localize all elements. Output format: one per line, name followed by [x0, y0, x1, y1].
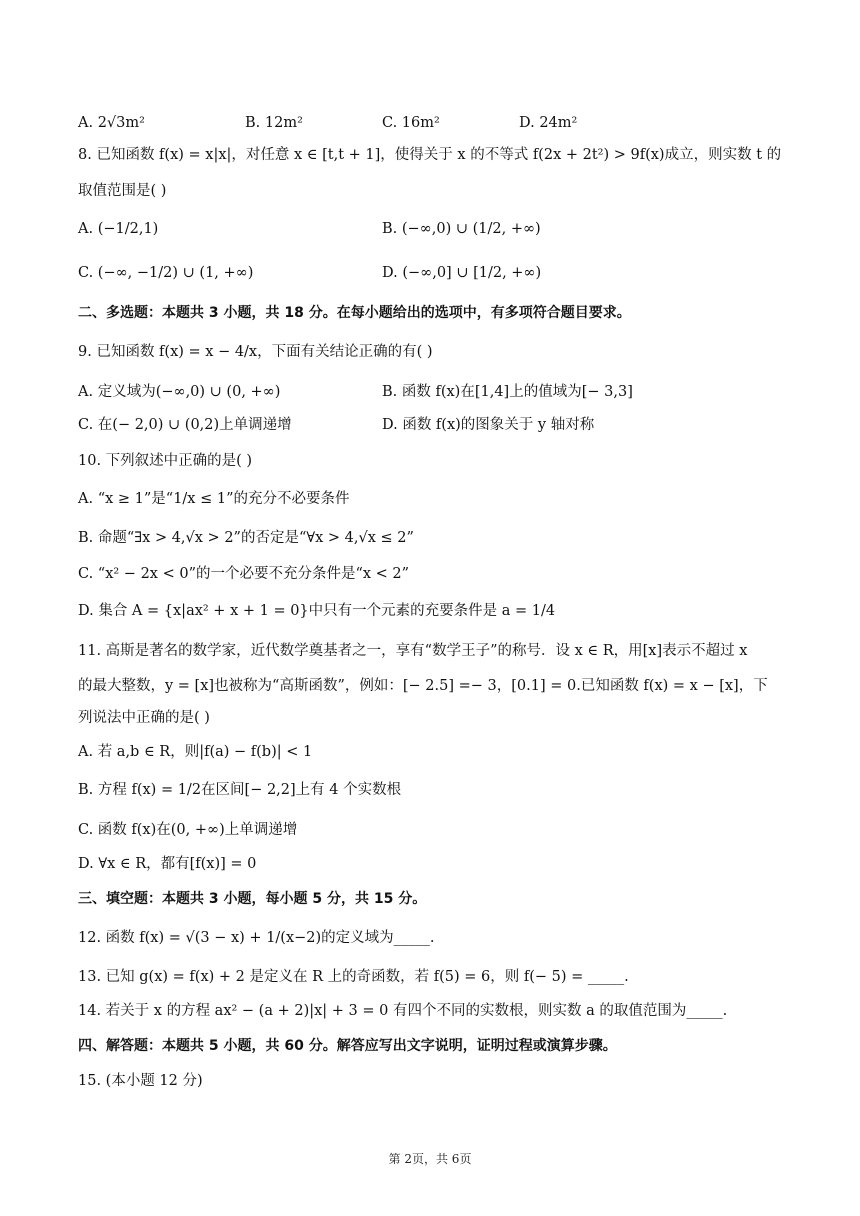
q8-option-d: D. (−∞,0] ∪ [1/2, +∞) — [382, 265, 542, 281]
q8-option-a: A. (−1/2,1) — [78, 221, 159, 237]
q10-option-c: C. “x² − 2x < 0”的一个必要不充分条件是“x < 2” — [78, 566, 410, 582]
q7-option-c: C. 16m² — [382, 115, 440, 131]
q8-stem-line2: 取值范围是( ) — [78, 183, 167, 199]
q11-option-a: A. 若 a,b ∈ R，则|f(a) − f(b)| < 1 — [78, 744, 313, 760]
q10-option-a: A. “x ≥ 1”是“1/x ≤ 1”的充分不必要条件 — [78, 491, 350, 507]
page-footer: 第 2页，共 6页 — [388, 1152, 472, 1166]
q11-option-d: D. ∀x ∈ R，都有[f(x)] = 0 — [78, 856, 257, 872]
q7-option-a: A. 2√3m² — [78, 115, 145, 131]
q12-stem: 12. 函数 f(x) = √(3 − x) + 1/(x−2)的定义域为_____. — [78, 930, 435, 946]
q7-option-d: D. 24m² — [519, 115, 578, 131]
q15-stem: 15. (本小题 12 分) — [78, 1073, 203, 1089]
q9-option-d: D. 函数 f(x)的图象关于 y 轴对称 — [382, 417, 595, 433]
q11-stem-line2: 的最大整数，y = [x]也被称为“高斯函数”，例如：[− 2.5] =− 3，[0.1] = 0.已知函数 f(x) = x − [x]，下 — [78, 678, 768, 694]
q8-stem-line1: 8. 已知函数 f(x) = x|x|，对任意 x ∈ [t,t + 1]，使得关于 x 的不等式 f(2x + 2t²) > 9f(x)成立，则实数 t 的 — [78, 147, 782, 163]
q8-option-b: B. (−∞,0) ∪ (1/2, +∞) — [382, 221, 541, 237]
q9-option-b: B. 函数 f(x)在[1,4]上的值域为[− 3,3] — [382, 384, 633, 400]
section-heading-fill-in: 三、填空题：本题共 3 小题，每小题 5 分，共 15 分。 — [78, 891, 427, 907]
q9-option-c: C. 在(− 2,0) ∪ (0,2)上单调递增 — [78, 417, 292, 433]
q9-option-a: A. 定义域为(−∞,0) ∪ (0, +∞) — [78, 384, 281, 400]
q11-stem-line1: 11. 高斯是著名的数学家，近代数学奠基者之一，享有“数学王子”的称号．设 x ∈ R，用[x]表示不超过 x — [78, 643, 748, 659]
q7-option-b: B. 12m² — [245, 115, 303, 131]
q10-option-d: D. 集合 A = {x|ax² + x + 1 = 0}中只有一个元素的充要条件是 a = 1/4 — [78, 603, 556, 619]
q13-stem: 13. 已知 g(x) = f(x) + 2 是定义在 R 上的奇函数，若 f(5) = 6，则 f(− 5) = _____. — [78, 969, 629, 985]
q9-stem: 9. 已知函数 f(x) = x − 4/x，下面有关结论正确的有( ) — [78, 344, 433, 360]
section-heading-multiple-choice: 二、多选题：本题共 3 小题，共 18 分。在每小题给出的选项中，有多项符合题目要求。 — [78, 305, 631, 321]
section-heading-solutions: 四、解答题：本题共 5 小题，共 60 分。解答应写出文字说明，证明过程或演算步骤。 — [78, 1038, 617, 1054]
q11-stem-line3: 列说法中正确的是( ) — [78, 710, 210, 726]
q11-option-b: B. 方程 f(x) = 1/2在区间[− 2,2]上有 4 个实数根 — [78, 782, 402, 798]
q10-stem: 10. 下列叙述中正确的是( ) — [78, 453, 253, 469]
q8-option-c: C. (−∞, −1/2) ∪ (1, +∞) — [78, 265, 254, 281]
q11-option-c: C. 函数 f(x)在(0, +∞)上单调递增 — [78, 822, 298, 838]
q10-option-b: B. 命题“∃x > 4,√x > 2”的否定是“∀x > 4,√x ≤ 2” — [78, 530, 414, 546]
q14-stem: 14. 若关于 x 的方程 ax² − (a + 2)|x| + 3 = 0 有四个不同的实数根，则实数 a 的取值范围为_____. — [78, 1003, 728, 1019]
